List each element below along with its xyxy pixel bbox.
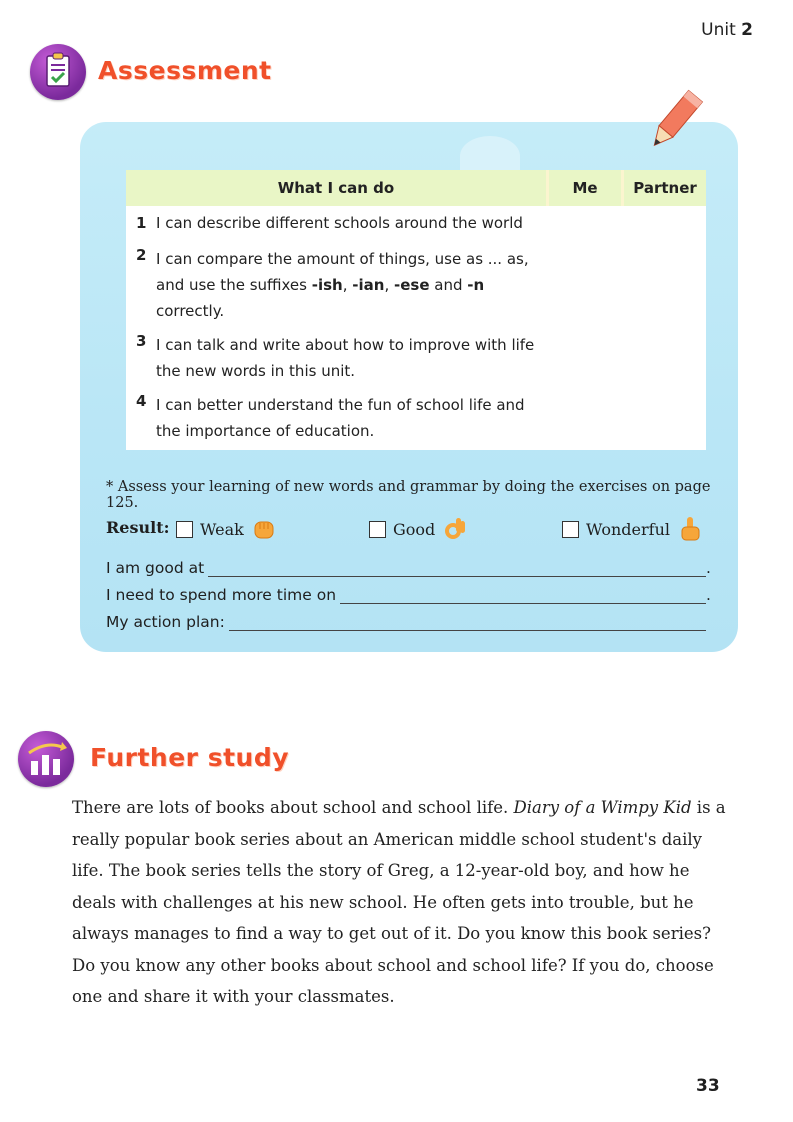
option-weak[interactable] <box>176 516 276 542</box>
action-plan-label: My action plan: <box>106 613 225 631</box>
row-number: 4 <box>136 392 147 410</box>
rating-cell[interactable] <box>547 388 706 450</box>
more-time-period: . <box>706 586 711 604</box>
para-text-after: is a really popular book series about an American middle school student's daily life. The book series tells the story of Greg, a 12-year-old boy, and how he deals with challenges at his new school. He often gets into trouble, but he always manages to find a way to get out of it. Do you know this book series? Do you know any other books about school and school life? If you do, choose one and share it with your classmates. <box>72 798 726 1006</box>
row-text-part: I can describe different schools around the world <box>156 214 523 232</box>
option-wonderful[interactable] <box>562 516 702 542</box>
row-text <box>156 392 536 444</box>
weak-checkbox[interactable] <box>176 521 193 538</box>
table-row <box>126 388 706 450</box>
assessment-title: Assessment <box>98 56 272 85</box>
row-number: 2 <box>136 246 147 264</box>
row-item <box>126 242 547 328</box>
clipboard-check-icon <box>30 44 86 100</box>
further-study-title: Further study <box>90 743 290 772</box>
book-title: Diary of a Wimpy Kid <box>513 798 692 817</box>
row-text-part: correctly. <box>156 302 225 320</box>
option-good[interactable] <box>369 516 467 542</box>
row-text-part: , <box>342 276 353 294</box>
row-text <box>156 210 536 236</box>
row-item <box>126 388 547 450</box>
more-time-label: I need to spend more time on <box>106 586 337 604</box>
unit-word: Unit <box>701 20 736 40</box>
row-text <box>156 246 536 324</box>
table-row <box>126 328 706 388</box>
header-me: Me <box>547 170 622 206</box>
action-plan-blank[interactable] <box>229 616 706 631</box>
suffix-n: -n <box>467 276 485 294</box>
option-weak-label: Weak <box>200 519 244 539</box>
rating-cell[interactable] <box>547 242 706 328</box>
assessment-note: * Assess your learning of new words and grammar by doing the exercises on page 125. <box>106 479 711 511</box>
option-wonderful-label: Wonderful <box>586 519 670 539</box>
row-text-part: I can compare the amount of things, use as ... as, and use the suffixes <box>156 250 529 294</box>
row-text-part: , <box>384 276 394 294</box>
more-time-blank[interactable] <box>340 589 706 604</box>
page-number: 33 <box>696 1076 720 1096</box>
table-row <box>126 242 706 328</box>
good-at-label: I am good at <box>106 559 205 577</box>
table-header-row <box>126 170 706 206</box>
suffix-ese: -ese <box>394 276 430 294</box>
row-number: 3 <box>136 332 147 350</box>
chart-arrow-icon <box>18 731 74 787</box>
ok-hand-icon <box>443 516 467 542</box>
further-study-paragraph <box>72 792 732 1013</box>
header-partner: Partner <box>623 170 706 206</box>
thumbs-up-icon <box>678 516 702 542</box>
pencil-icon <box>640 88 706 158</box>
unit-label <box>701 20 753 40</box>
header-what-i-can-do: What I can do <box>126 170 547 206</box>
result-row <box>106 515 726 541</box>
result-label: Result: <box>106 518 170 537</box>
wonderful-checkbox[interactable] <box>562 521 579 538</box>
table-row <box>126 206 706 242</box>
suffix-ian: -ian <box>352 276 385 294</box>
suffix-ish: -ish <box>311 276 343 294</box>
row-text-part: and <box>429 276 468 294</box>
fist-hand-icon <box>252 516 276 542</box>
row-text <box>156 332 536 384</box>
unit-number: 2 <box>741 20 753 40</box>
para-text-before: There are lots of books about school and school life. <box>72 798 514 817</box>
row-item <box>126 206 547 242</box>
row-text-part: I can talk and write about how to improve with life the new words in this unit. <box>156 336 535 380</box>
more-time-line <box>106 582 712 604</box>
row-item <box>126 328 547 388</box>
action-plan-line <box>106 609 712 631</box>
rating-cell[interactable] <box>547 206 706 242</box>
rating-cell[interactable] <box>547 328 706 388</box>
option-good-label: Good <box>393 519 436 539</box>
good-at-blank[interactable] <box>208 562 706 577</box>
good-at-line <box>106 555 712 577</box>
row-number: 1 <box>136 214 147 232</box>
good-checkbox[interactable] <box>369 521 386 538</box>
row-text-part: I can better understand the fun of school life and the importance of education. <box>156 396 525 440</box>
assessment-table <box>126 170 706 450</box>
good-at-period: . <box>706 559 711 577</box>
